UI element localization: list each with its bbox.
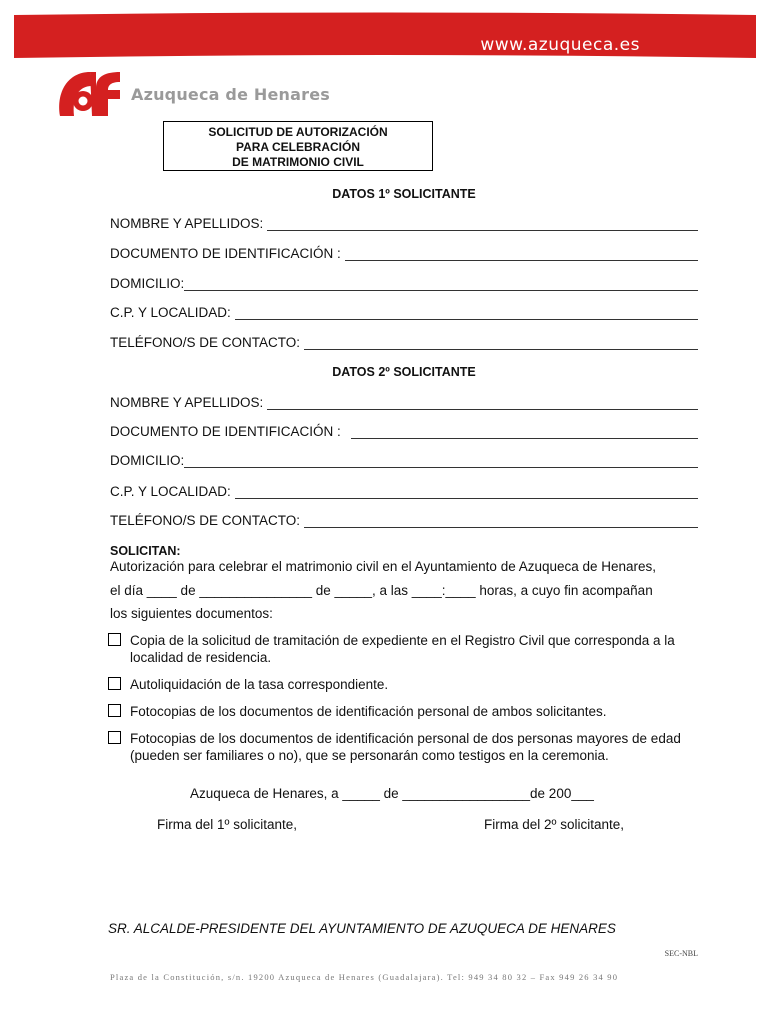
footer-address: Plaza de la Constitución, s/n. 19200 Azuqueca de Henares (Guadalajara). Tel: 949 34 80 32 – Fax 949 26 34 90 (110, 972, 619, 982)
field-label: DOMICILIO: (110, 276, 185, 291)
id-input-line[interactable] (345, 248, 698, 261)
applicant2-phone-field[interactable] (110, 513, 698, 528)
name-input-line[interactable] (267, 397, 698, 410)
applicant2-heading: DATOS 2º SOLICITANTE (332, 365, 476, 379)
id-input-line[interactable] (351, 426, 698, 439)
document-checklist-item[interactable] (108, 676, 700, 693)
checklist-item-text: Copia de la solicitud de tramitación de expediente en el Registro Civil que corresponda a la localidad de residencia. (130, 633, 675, 665)
field-label: TELÉFONO/S DE CONTACTO: (110, 335, 301, 350)
field-label: DOCUMENTO DE IDENTIFICACIÓN : (110, 424, 341, 439)
document-checklist-item[interactable] (108, 632, 700, 666)
postal-input-line[interactable] (235, 486, 698, 499)
applicant2-postal-field[interactable] (110, 484, 698, 499)
document-checklist-item[interactable] (108, 703, 700, 720)
field-label: TELÉFONO/S DE CONTACTO: (110, 513, 301, 528)
request-line-3: los siguientes documentos: (110, 606, 273, 621)
addressee: SR. ALCALDE-PRESIDENTE DEL AYUNTAMIENTO DE AZUQUECA DE HENARES (108, 921, 616, 936)
signature-applicant-2: Firma del 2º solicitante, (484, 817, 624, 832)
address-input-line[interactable] (184, 278, 698, 291)
postal-input-line[interactable] (235, 307, 698, 320)
date-line: Azuqueca de Henares, a _____ de _________________de 200___ (190, 786, 594, 801)
checklist-item-text: Fotocopias de los documentos de identificación personal de dos personas mayores de edad (pueden ser familiares o no), que se personarán como testigos en la ceremonia. (130, 731, 681, 763)
ae-monogram-icon (56, 68, 126, 120)
request-line-2: el día ____ de _______________ de _____, a las ____:____ horas, a cuyo fin acompañan (110, 583, 653, 598)
website-url[interactable]: www.azuqueca.es (480, 35, 640, 55)
applicant1-id-field[interactable] (110, 246, 698, 261)
checkbox[interactable] (108, 633, 121, 646)
field-label: DOCUMENTO DE IDENTIFICACIÓN : (110, 246, 341, 261)
address-input-line[interactable] (184, 455, 698, 468)
field-label: C.P. Y LOCALIDAD: (110, 484, 231, 499)
phone-input-line[interactable] (304, 515, 698, 528)
title-line-3: DE MATRIMONIO CIVIL (232, 155, 364, 169)
document-checklist-item[interactable] (108, 730, 700, 764)
document-title (163, 121, 433, 171)
request-line-1: Autorización para celebrar el matrimonio civil en el Ayuntamiento de Azuqueca de Henares, (110, 559, 657, 574)
reference-code: SEC-NBL (664, 949, 698, 958)
applicant1-postal-field[interactable] (110, 305, 698, 320)
applicant1-address-field[interactable] (110, 276, 698, 291)
name-input-line[interactable] (267, 218, 698, 231)
applicant1-name-field[interactable] (110, 216, 698, 231)
checklist-item-text: Autoliquidación de la tasa correspondiente. (130, 677, 389, 692)
header-banner (14, 12, 756, 60)
checklist-item-text: Fotocopias de los documentos de identificación personal de ambos solicitantes. (130, 704, 607, 719)
applicant2-id-field[interactable] (110, 424, 698, 439)
checkbox[interactable] (108, 704, 121, 717)
applicant1-heading: DATOS 1º SOLICITANTE (332, 187, 476, 201)
signature-applicant-1: Firma del 1º solicitante, (157, 817, 297, 832)
title-line-2: PARA CELEBRACIÓN (235, 140, 360, 154)
applicant2-name-field[interactable] (110, 395, 698, 410)
field-label: NOMBRE Y APELLIDOS: (110, 395, 264, 410)
applicant1-phone-field[interactable] (110, 335, 698, 350)
organization-name: Azuqueca de Henares (131, 85, 331, 104)
phone-input-line[interactable] (304, 337, 698, 350)
field-label: DOMICILIO: (110, 453, 185, 468)
checkbox[interactable] (108, 677, 121, 690)
title-line-1: SOLICITUD DE AUTORIZACIÓN (208, 125, 388, 139)
field-label: C.P. Y LOCALIDAD: (110, 305, 231, 320)
field-label: NOMBRE Y APELLIDOS: (110, 216, 264, 231)
applicant2-address-field[interactable] (110, 453, 698, 468)
checkbox[interactable] (108, 731, 121, 744)
solicitan-label: SOLICITAN: (110, 544, 181, 558)
